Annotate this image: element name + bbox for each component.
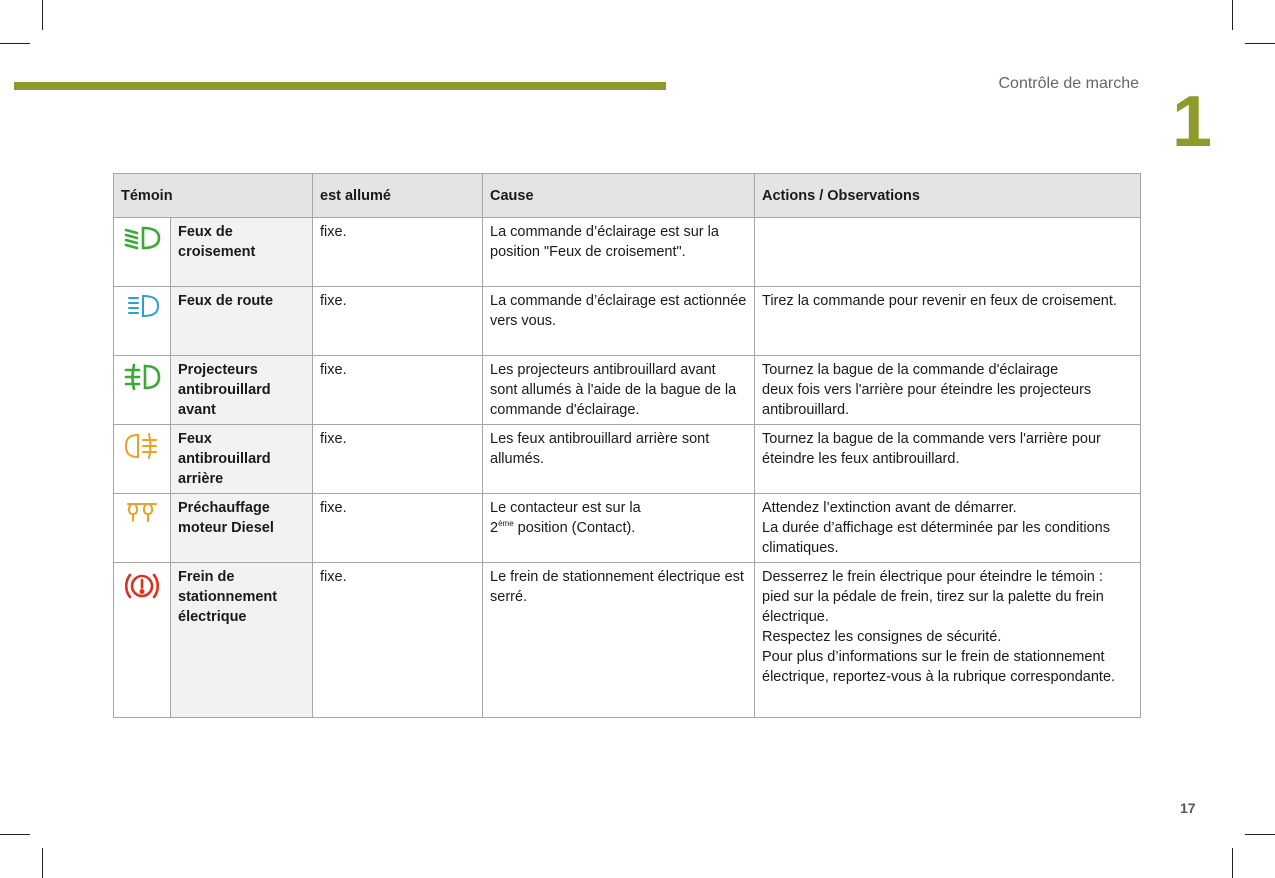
table-row: [114, 563, 1141, 718]
light-name: Feux de croisement: [171, 218, 313, 287]
action-line: Pour plus d’informations sur le frein de stationnement électrique, reportez-vous à la rubrique correspondante.: [762, 649, 1116, 685]
glow-plug-icon: [125, 500, 159, 524]
ordinal-number: 2: [490, 520, 499, 536]
light-cause: La commande d’éclairage est actionnée vers vous.: [483, 287, 755, 356]
light-cause: Le frein de stationnement électrique est serré.: [483, 563, 755, 718]
cause-line: [490, 518, 747, 538]
light-name: Préchauffage moteur Diesel: [171, 494, 313, 563]
table-row: [114, 494, 1141, 563]
table-header-row: [114, 174, 1141, 218]
table-row: [114, 287, 1141, 356]
light-actions: [755, 494, 1141, 563]
action-line: Tirez la commande pour revenir en feux de croisement.: [762, 293, 1117, 309]
light-actions: [755, 218, 1141, 287]
crop-mark: [1232, 848, 1233, 878]
warning-lights-table: [113, 173, 1141, 718]
table-row: [114, 425, 1141, 494]
header-accent-bar: [14, 82, 666, 90]
cause-line: Le contacteur est sur la: [490, 500, 641, 516]
light-actions: [755, 563, 1141, 718]
light-actions: [755, 425, 1141, 494]
ordinal-suffix: ème: [498, 519, 514, 528]
light-cause: La commande d’éclairage est sur la position "Feux de croisement".: [483, 218, 755, 287]
light-state: fixe.: [313, 356, 483, 425]
light-state: fixe.: [313, 218, 483, 287]
light-actions: [755, 287, 1141, 356]
header-temoin: Témoin: [114, 174, 313, 218]
rear-fog-icon: [124, 431, 160, 461]
light-actions: [755, 356, 1141, 425]
action-line: Desserrez le frein électrique pour éteindre le témoin : pied sur la pédale de frein, tirez sur la palette du frein électrique.: [762, 569, 1104, 625]
low-beam-icon: [123, 224, 161, 252]
crop-mark: [42, 848, 43, 878]
light-state: fixe.: [313, 287, 483, 356]
action-line: La durée d’affichage est déterminée par les conditions climatiques.: [762, 520, 1110, 556]
action-line: Tournez la bague de la commande d'éclairage: [762, 362, 1059, 378]
cause-text: position (Contact).: [513, 520, 636, 536]
section-title: Contrôle de marche: [998, 75, 1139, 92]
light-state: fixe.: [313, 494, 483, 563]
header-cause: Cause: [483, 174, 755, 218]
crop-mark: [42, 0, 43, 30]
light-cause: Les projecteurs antibrouillard avant sont allumés à l'aide de la bague de la commande d'éclairage.: [483, 356, 755, 425]
chapter-number: 1: [1172, 82, 1213, 162]
action-line: Attendez l’extinction avant de démarrer.: [762, 500, 1017, 516]
light-state: fixe.: [313, 425, 483, 494]
light-cause: [483, 494, 755, 563]
action-line: deux fois vers l'arrière pour éteindre les projecteurs antibrouillard.: [762, 382, 1092, 418]
crop-mark: [1232, 0, 1233, 30]
light-state: fixe.: [313, 563, 483, 718]
header-actions: Actions / Observations: [755, 174, 1141, 218]
header-state: est allumé: [313, 174, 483, 218]
crop-mark: [1245, 834, 1275, 835]
crop-mark: [1245, 43, 1275, 44]
light-cause: Les feux antibrouillard arrière sont allumés.: [483, 425, 755, 494]
action-line: Respectez les consignes de sécurité.: [762, 629, 1002, 645]
front-fog-icon: [123, 362, 161, 392]
light-name: Feux antibrouillard arrière: [171, 425, 313, 494]
parking-brake-icon: [123, 569, 161, 603]
table-row: [114, 356, 1141, 425]
light-name: Projecteurs antibrouillard avant: [171, 356, 313, 425]
table-row: [114, 218, 1141, 287]
crop-mark: [0, 43, 30, 44]
light-name: Feux de route: [171, 287, 313, 356]
light-name: Frein de stationnement électrique: [171, 563, 313, 718]
action-line: Tournez la bague de la commande vers l'arrière pour éteindre les feux antibrouillard.: [762, 431, 1101, 467]
crop-mark: [0, 834, 30, 835]
page-number: 17: [1180, 800, 1196, 816]
high-beam-icon: [123, 293, 161, 319]
